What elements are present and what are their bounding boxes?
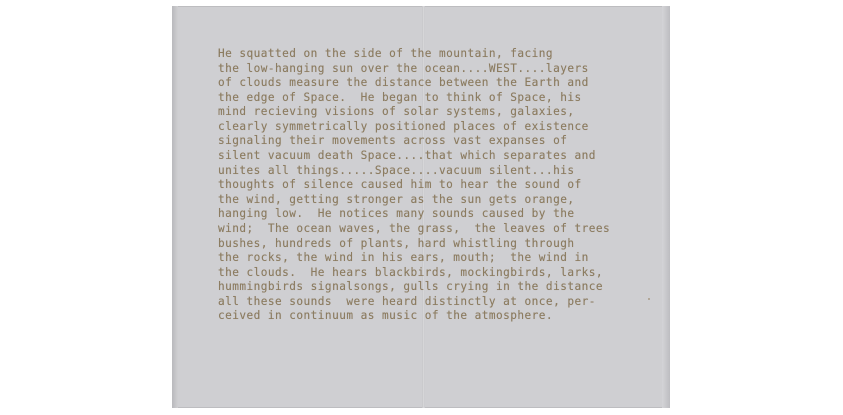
text-line: the edge of Space. He began to think of Space, his	[218, 90, 582, 104]
text-line: all these sounds were heard distinctly at once, per-	[218, 294, 596, 308]
right-page-edge	[662, 6, 670, 408]
text-line: mind recieving visions of solar systems, galaxies,	[218, 105, 575, 119]
text-line: the rocks, the wind in his ears, mouth; the wind in	[218, 251, 589, 265]
text-line: ceived in continuum as music of the atmosphere.	[218, 309, 554, 323]
text-line: hummingbirds signalsongs, gulls crying in the distance	[218, 280, 603, 294]
text-line: unites all things.....Space....vacuum silent...his	[218, 163, 575, 177]
text-line: wind; The ocean waves, the grass, the leaves of trees	[218, 221, 611, 235]
text-line: signaling their movements across vast expanses of	[218, 134, 568, 148]
text-line: silent vacuum death Space....that which separates and	[218, 149, 596, 163]
paper-speck	[648, 298, 650, 300]
text-line: thoughts of silence caused him to hear the sound of	[218, 178, 582, 192]
typewritten-text	[218, 47, 638, 324]
text-line: hanging low. He notices many sounds caused by the	[218, 207, 575, 221]
text-line: the low-hanging sun over the ocean....WEST....layers	[218, 61, 589, 75]
text-line: the wind, getting stronger as the sun gets orange,	[218, 192, 575, 206]
text-line: of clouds measure the distance between the Earth and	[218, 76, 589, 90]
text-line: the clouds. He hears blackbirds, mockingbirds, larks,	[218, 265, 603, 279]
text-line: clearly symmetrically positioned places of existence	[218, 119, 589, 133]
text-line: He squatted on the side of the mountain, facing	[218, 47, 554, 60]
text-line: bushes, hundreds of plants, hard whistling through	[218, 236, 575, 250]
left-page-edge	[172, 6, 178, 408]
